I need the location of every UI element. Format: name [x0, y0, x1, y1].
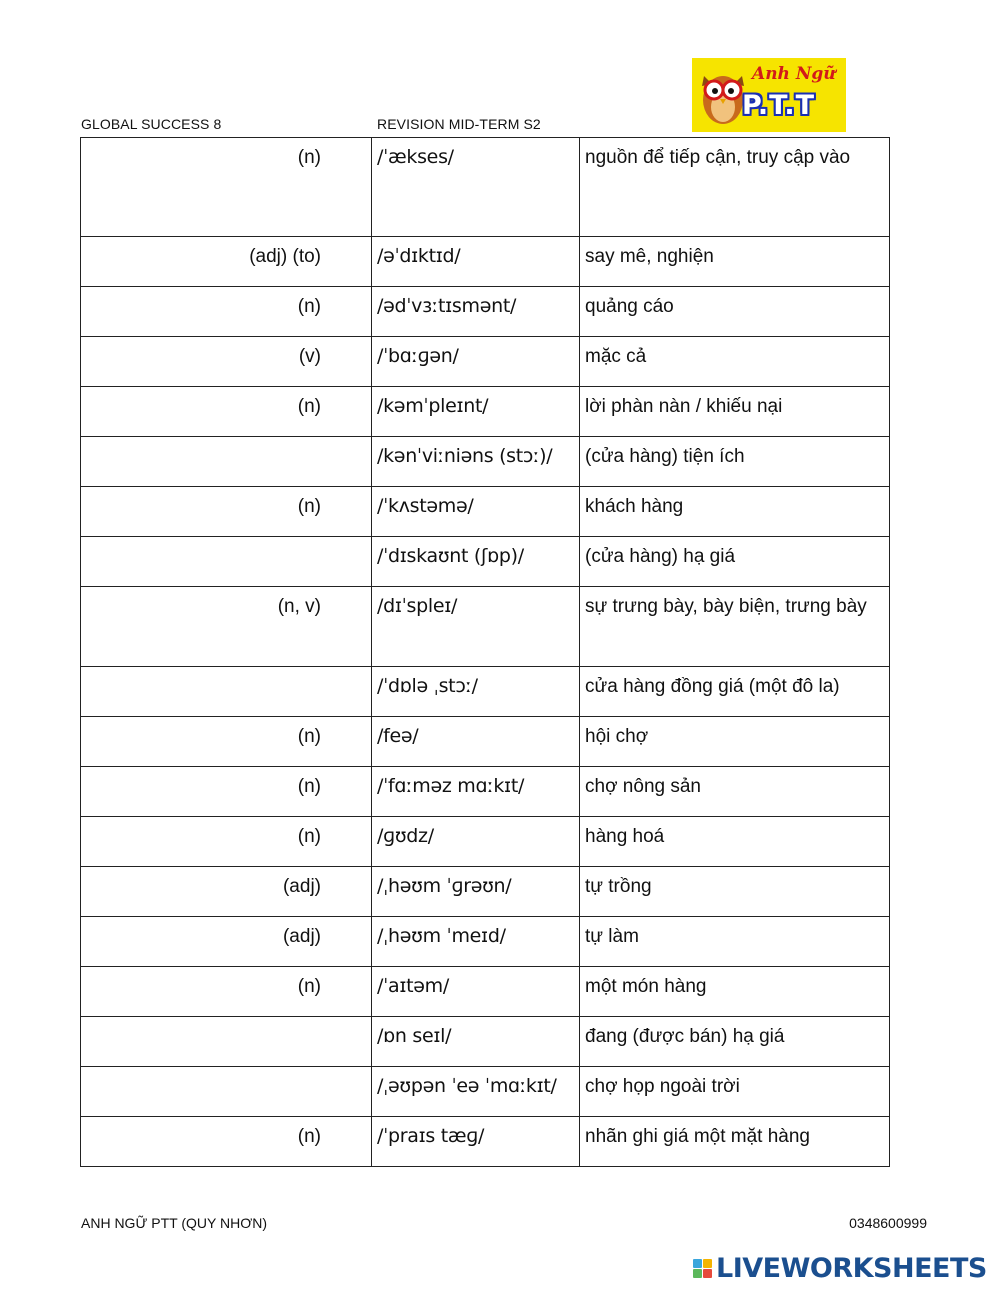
meaning-cell: lời phàn nàn / khiếu nại	[580, 387, 890, 437]
phonetic-cell: /ˈkʌstəmə/	[372, 487, 580, 537]
part-of-speech-cell: (n, v)	[81, 587, 372, 667]
phonetic-cell: /ˈfɑːməz mɑːkɪt/	[372, 767, 580, 817]
part-of-speech-cell	[81, 1067, 372, 1117]
table-row	[81, 337, 890, 387]
part-of-speech-cell: (n)	[81, 767, 372, 817]
part-of-speech-cell: (n)	[81, 717, 372, 767]
phonetic-cell: /ˈdɪskaʊnt (ʃɒp)/	[372, 537, 580, 587]
meaning-cell: hội chợ	[580, 717, 890, 767]
header-course-title: GLOBAL SUCCESS 8	[81, 116, 222, 132]
meaning-cell: quảng cáo	[580, 287, 890, 337]
meaning-cell: say mê, nghiện	[580, 237, 890, 287]
meaning-cell: một món hàng	[580, 967, 890, 1017]
table-row	[81, 967, 890, 1017]
table-row	[81, 1117, 890, 1167]
part-of-speech-cell: (adj) (to)	[81, 237, 372, 287]
table-row	[81, 237, 890, 287]
meaning-cell: tự trồng	[580, 867, 890, 917]
part-of-speech-cell: (n)	[81, 287, 372, 337]
table-row	[81, 767, 890, 817]
meaning-cell: (cửa hàng) hạ giá	[580, 537, 890, 587]
phonetic-cell: /ˈaɪtəm/	[372, 967, 580, 1017]
phonetic-cell: /feə/	[372, 717, 580, 767]
meaning-cell: chợ nông sản	[580, 767, 890, 817]
meaning-cell: đang (được bán) hạ giá	[580, 1017, 890, 1067]
meaning-cell: nguồn để tiếp cận, truy cập vào	[580, 138, 890, 237]
table-row	[81, 1017, 890, 1067]
phonetic-cell: /ˈbɑːɡən/	[372, 337, 580, 387]
phonetic-cell: /dɪˈspleɪ/	[372, 587, 580, 667]
meaning-cell: chợ họp ngoài trời	[580, 1067, 890, 1117]
meaning-cell: sự trưng bày, bày biện, trưng bày	[580, 587, 890, 667]
owl-icon	[698, 62, 748, 128]
part-of-speech-cell: (n)	[81, 387, 372, 437]
table-row	[81, 387, 890, 437]
part-of-speech-cell: (adj)	[81, 867, 372, 917]
logo-top-text: Anh Ngữ	[752, 64, 836, 84]
part-of-speech-cell	[81, 437, 372, 487]
header-worksheet-title: REVISION MID-TERM S2	[377, 116, 541, 132]
meaning-cell: hàng hoá	[580, 817, 890, 867]
phonetic-cell: /ˌhəʊm ˈɡrəʊn/	[372, 867, 580, 917]
meaning-cell: (cửa hàng) tiện ích	[580, 437, 890, 487]
part-of-speech-cell: (n)	[81, 1117, 372, 1167]
part-of-speech-cell	[81, 1017, 372, 1067]
meaning-cell: khách hàng	[580, 487, 890, 537]
part-of-speech-cell: (v)	[81, 337, 372, 387]
table-row	[81, 1067, 890, 1117]
liveworksheets-icon	[693, 1259, 712, 1278]
phonetic-cell: /ɡʊdz/	[372, 817, 580, 867]
school-logo	[692, 58, 846, 132]
phonetic-cell: /əˈdɪktɪd/	[372, 237, 580, 287]
phonetic-cell: /ˌhəʊm ˈmeɪd/	[372, 917, 580, 967]
part-of-speech-cell: (n)	[81, 817, 372, 867]
phonetic-cell: /ədˈvɜːtɪsmənt/	[372, 287, 580, 337]
part-of-speech-cell: (n)	[81, 138, 372, 237]
table-row	[81, 717, 890, 767]
table-row	[81, 917, 890, 967]
vocabulary-table	[80, 137, 890, 1167]
table-row	[81, 867, 890, 917]
meaning-cell: nhãn ghi giá một mặt hàng	[580, 1117, 890, 1167]
part-of-speech-cell	[81, 667, 372, 717]
footer-school-name: ANH NGỮ PTT (QUY NHƠN)	[81, 1215, 268, 1231]
table-row	[81, 667, 890, 717]
table-row	[81, 437, 890, 487]
meaning-cell: cửa hàng đồng giá (một đô la)	[580, 667, 890, 717]
footer-phone: 0348600999	[849, 1215, 927, 1231]
phonetic-cell: /kəmˈpleɪnt/	[372, 387, 580, 437]
part-of-speech-cell: (adj)	[81, 917, 372, 967]
part-of-speech-cell	[81, 537, 372, 587]
part-of-speech-cell: (n)	[81, 967, 372, 1017]
table-row	[81, 587, 890, 667]
table-row	[81, 537, 890, 587]
liveworksheets-watermark	[693, 1253, 987, 1283]
table-row	[81, 817, 890, 867]
meaning-cell: mặc cả	[580, 337, 890, 387]
phonetic-cell: /ˈpraɪs tæɡ/	[372, 1117, 580, 1167]
meaning-cell: tự làm	[580, 917, 890, 967]
phonetic-cell: /ˈdɒlə ˌstɔː/	[372, 667, 580, 717]
phonetic-cell: /ˈækses/	[372, 138, 580, 237]
table-row	[81, 138, 890, 237]
liveworksheets-text: LIVEWORKSHEETS	[716, 1252, 987, 1284]
logo-bottom-text: P.T.T	[742, 90, 816, 121]
part-of-speech-cell: (n)	[81, 487, 372, 537]
phonetic-cell: /ˌəʊpən ˈeə ˈmɑːkɪt/	[372, 1067, 580, 1117]
table-row	[81, 487, 890, 537]
table-row	[81, 287, 890, 337]
phonetic-cell: /ɒn seɪl/	[372, 1017, 580, 1067]
phonetic-cell: /kənˈviːniəns (stɔː)/	[372, 437, 580, 487]
